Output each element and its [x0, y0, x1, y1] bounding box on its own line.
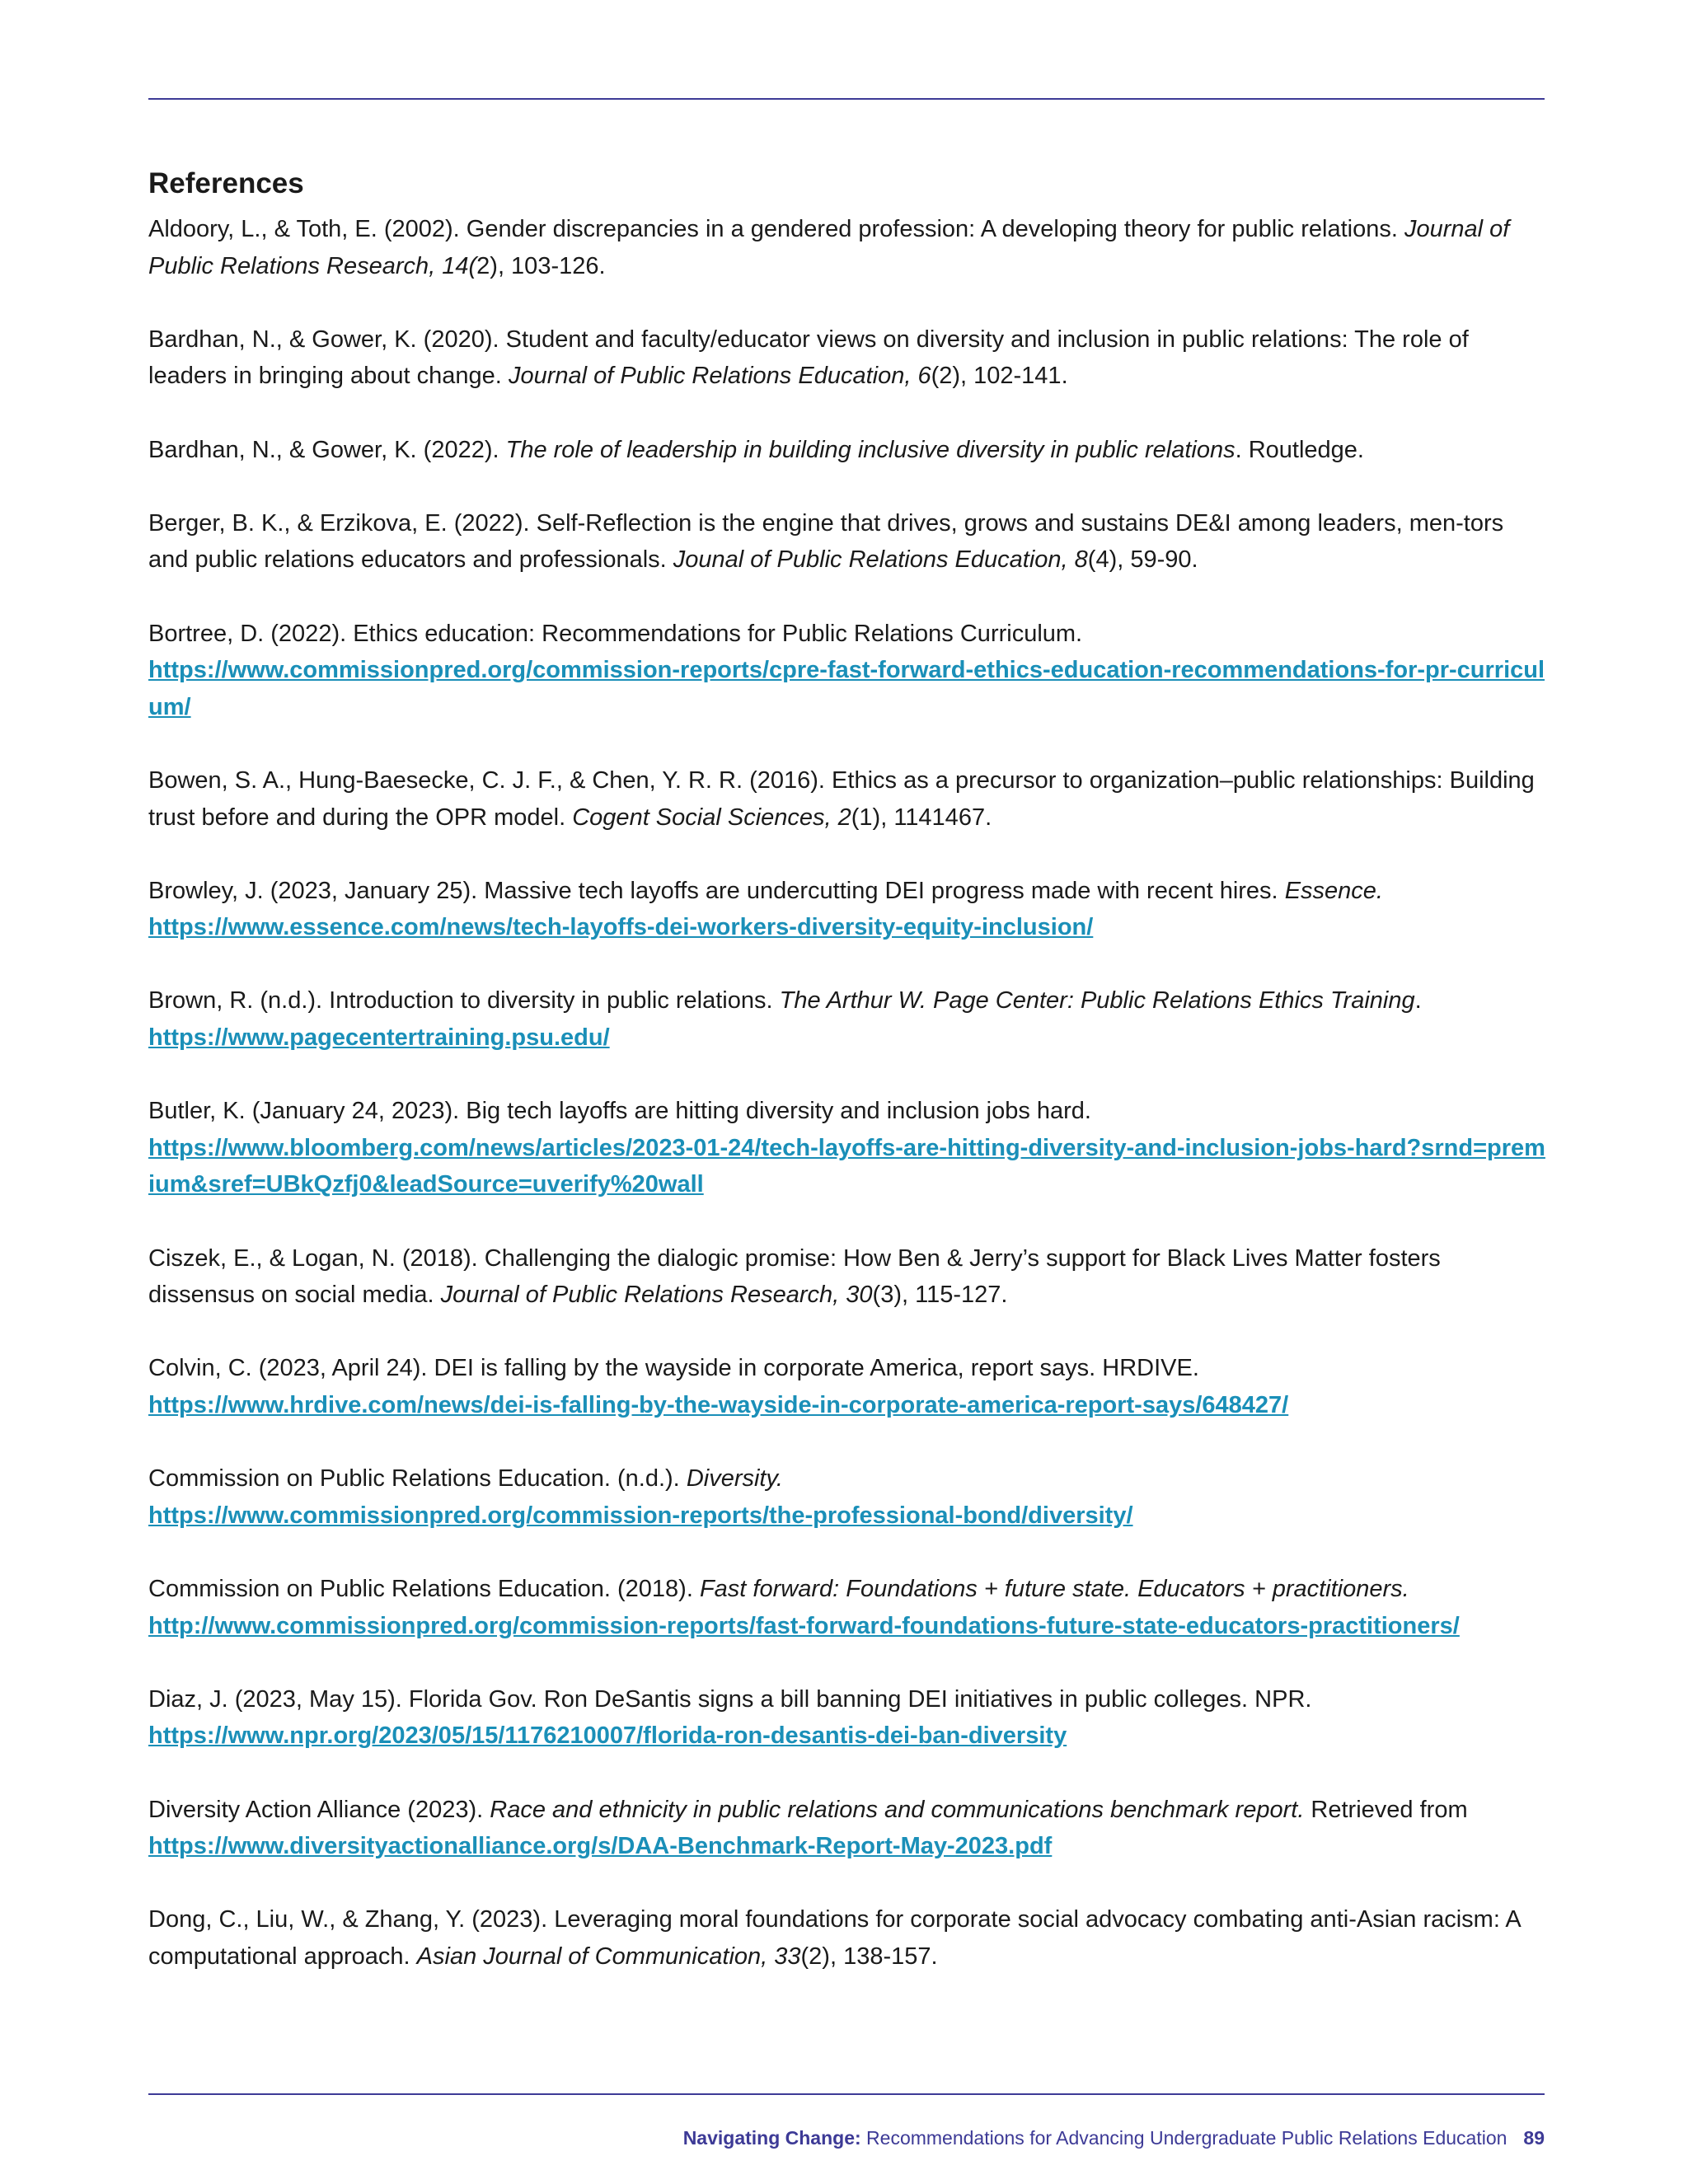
footer-title: Navigating Change:: [682, 2127, 861, 2149]
reference-source-italic: Jounal of Public Relations Education, 8: [673, 546, 1088, 574]
reference-link[interactable]: https://www.diversityactionalliance.org/s/DAA-Benchmark-Report-May-2023.pdf: [148, 1833, 1053, 1860]
bottom-rule: [148, 2093, 1545, 2095]
reference-text-end: . Routledge.: [1235, 436, 1364, 463]
reference-entry: [148, 1240, 1550, 1314]
reference-source-italic: Essence.: [1284, 877, 1383, 904]
reference-entry: [148, 982, 1550, 1056]
reference-text: Bowen, S. A., Hung-Baesecke, C. J. F., & Chen, Y. R. R. (2016). Ethics as a precursor to organization–public relationships: Building trust before and during the OPR model.: [148, 766, 1535, 831]
reference-source-italic: Diversity.: [686, 1465, 783, 1493]
reference-text: Butler, K. (January 24, 2023). Big tech layoffs are hitting diversity and inclusion jobs hard.: [148, 1098, 1091, 1125]
reference-link[interactable]: https://www.bloomberg.com/news/articles/2023-01-24/tech-layoffs-are-hitting-diversity-and-inclusion-jobs-hard?srnd=premium&sref=UBkQzfj0&leadSource=uverify%20wall: [148, 1134, 1545, 1198]
reference-text-end: (3), 115-127.: [872, 1282, 1008, 1309]
page-number: 89: [1523, 2127, 1545, 2149]
reference-source-italic: Fast forward: Foundations + future state. Educators + practitioners.: [699, 1575, 1409, 1602]
reference-entry: [148, 762, 1550, 836]
reference-text-end: (4), 59-90.: [1087, 546, 1198, 574]
reference-entry: [148, 211, 1550, 284]
reference-text: Bortree, D. (2022). Ethics education: Recommendations for Public Relations Curriculum.: [148, 620, 1083, 647]
reference-link[interactable]: https://www.npr.org/2023/05/15/1176210007/florida-ron-desantis-dei-ban-diversity: [148, 1722, 1067, 1750]
reference-text-end: 2), 103-126.: [476, 252, 606, 279]
reference-source-italic: The role of leadership in building inclusive diversity in public relations: [505, 436, 1236, 463]
reference-entry: [148, 1460, 1550, 1534]
reference-entry: [148, 1093, 1550, 1203]
reference-entry: [148, 505, 1550, 579]
reference-entry: [148, 1571, 1550, 1644]
reference-text: Commission on Public Relations Education. (2018).: [148, 1575, 700, 1602]
reference-text-end: .: [1414, 987, 1422, 1015]
reference-source-italic: The Arthur W. Page Center: Public Relations Ethics Training: [779, 987, 1415, 1015]
reference-text: Berger, B. K., & Erzikova, E. (2022). Self-Reflection is the engine that drives, grows and sustains DE&I among leaders, men-tors and public relations educators and professionals.: [148, 509, 1504, 574]
reference-entry: [148, 321, 1550, 395]
reference-source-italic: Journal of Public Relations Education, 6: [508, 363, 931, 390]
reference-text: Diversity Action Alliance (2023).: [148, 1796, 490, 1823]
reference-source-italic: Asian Journal of Communication, 33: [416, 1943, 801, 1970]
reference-entry: [148, 873, 1550, 946]
reference-text: Ciszek, E., & Logan, N. (2018). Challenging the dialogic promise: How Ben & Jerry’s support for Black Lives Matter fosters dissensus on social media.: [148, 1244, 1441, 1309]
reference-text-end: Retrieved from: [1304, 1796, 1468, 1823]
reference-text: Dong, C., Liu, W., & Zhang, Y. (2023). Leveraging moral foundations for corporate social advocacy combating anti-Asian racism: A computational approach.: [148, 1906, 1521, 1970]
footer-subtitle: Recommendations for Advancing Undergraduate Public Relations Education: [860, 2127, 1507, 2149]
reference-entry: [148, 1350, 1550, 1423]
top-rule: [148, 98, 1545, 100]
reference-text: Diaz, J. (2023, May 15). Florida Gov. Ron DeSantis signs a bill banning DEI initiatives in public colleges. NPR.: [148, 1685, 1312, 1713]
reference-text: Commission on Public Relations Education. (n.d.).: [148, 1465, 687, 1493]
reference-text-end: (2), 138-157.: [800, 1943, 938, 1970]
reference-entry: [148, 1792, 1550, 1865]
reference-text: Bardhan, N., & Gower, K. (2022).: [148, 436, 506, 463]
reference-text: Browley, J. (2023, January 25). Massive tech layoffs are undercutting DEI progress made with recent hires.: [148, 877, 1285, 904]
page-title: References: [148, 167, 304, 199]
reference-source-italic: Race and ethnicity in public relations and communications benchmark report.: [490, 1796, 1305, 1823]
page-footer: [683, 2127, 1545, 2149]
reference-source-italic: Cogent Social Sciences, 2: [572, 804, 851, 831]
reference-link[interactable]: https://www.commissionpred.org/commission-reports/cpre-fast-forward-ethics-education-recommendations-for-pr-curriculum/: [148, 657, 1545, 720]
references-section: [148, 162, 1550, 2012]
reference-source-italic: Journal of Public Relations Research, 14(: [148, 216, 1510, 279]
reference-text: Aldoory, L., & Toth, E. (2002). Gender discrepancies in a gendered profession: A developing theory for public relations.: [148, 216, 1404, 242]
reference-link[interactable]: https://www.essence.com/news/tech-layoffs-dei-workers-diversity-equity-inclusion/: [148, 914, 1094, 941]
reference-link[interactable]: https://www.pagecentertraining.psu.edu/: [148, 1024, 610, 1052]
reference-entry: [148, 1681, 1550, 1755]
reference-source-italic: Journal of Public Relations Research, 30: [440, 1282, 873, 1309]
reference-link[interactable]: https://www.commissionpred.org/commission-reports/the-professional-bond/diversity/: [148, 1502, 1133, 1529]
reference-text: Brown, R. (n.d.). Introduction to diversity in public relations.: [148, 987, 780, 1015]
reference-link[interactable]: https://www.hrdive.com/news/dei-is-falling-by-the-wayside-in-corporate-america-report-says/648427/: [148, 1392, 1289, 1418]
reference-text-end: (1), 1141467.: [851, 804, 992, 831]
reference-text-end: (2), 102-141.: [931, 363, 1068, 390]
reference-text: Bardhan, N., & Gower, K. (2020). Student and faculty/educator views on diversity and inclusion in public relations: The role of leaders in bringing about change.: [148, 326, 1469, 390]
reference-entry: [148, 616, 1550, 726]
reference-entry: [148, 432, 1550, 469]
reference-text: Colvin, C. (2023, April 24). DEI is falling by the wayside in corporate America, report says. HRDIVE.: [148, 1355, 1199, 1382]
reference-entry: [148, 1901, 1550, 1975]
references-list: [148, 211, 1550, 1975]
reference-link[interactable]: http://www.commissionpred.org/commission-reports/fast-forward-foundations-future-state-educators-practitioners/: [148, 1612, 1460, 1639]
